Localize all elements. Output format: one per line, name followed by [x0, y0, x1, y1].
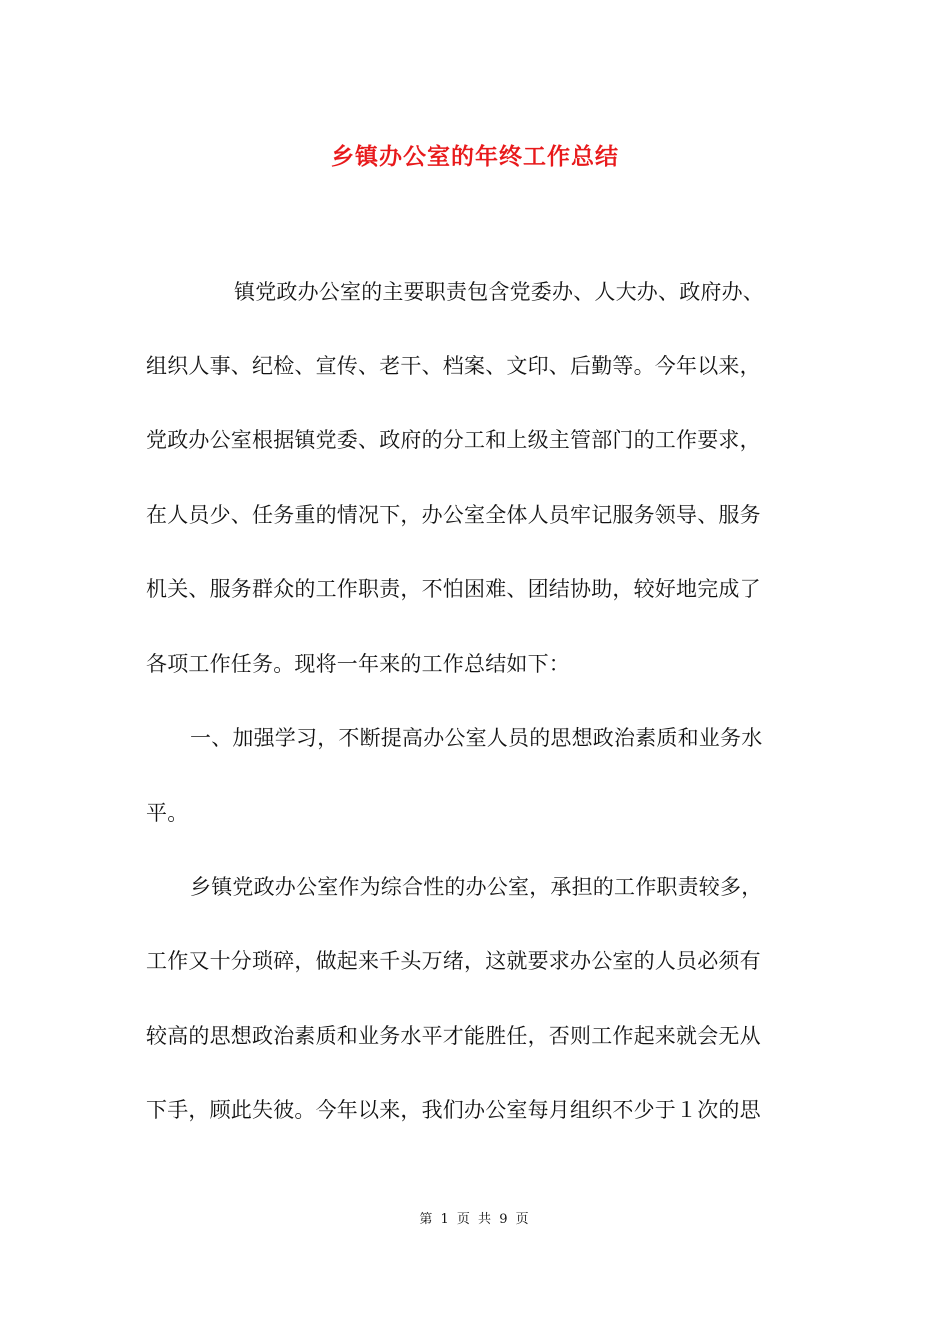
- section-heading-line: 一、加强学习，不断提高办公室人员的思想政治素质和业务水: [190, 726, 763, 750]
- paragraph-line: 下手，顾此失彼。今年以来，我们办公室每月组织不少于１次的思: [146, 1098, 761, 1122]
- section-heading-line: 平。: [146, 801, 189, 825]
- paragraph-line: 乡镇党政办公室作为综合性的办公室，承担的工作职责较多，: [190, 875, 763, 899]
- paragraph-line: 在人员少、任务重的情况下，办公室全体人员牢记服务领导、服务: [146, 503, 761, 527]
- paragraph-line: 机关、服务群众的工作职责，不怕困难、团结协助，较好地完成了: [146, 577, 761, 601]
- paragraph-line: 组织人事、纪检、宣传、老干、档案、文印、后勤等。今年以来，: [146, 354, 761, 378]
- paragraph-line: 各项工作任务。现将一年来的工作总结如下：: [146, 652, 570, 676]
- paragraph-line: 党政办公室根据镇党委、政府的分工和上级主管部门的工作要求，: [146, 428, 761, 452]
- paragraph-line: 镇党政办公室的主要职责包含党委办、人大办、政府办、: [234, 280, 764, 304]
- page-footer: 第 1 页 共 9 页: [419, 1212, 531, 1227]
- paragraph-line: 工作又十分琐碎，做起来千头万绪，这就要求办公室的人员必须有: [146, 949, 761, 973]
- paragraph-line: 较高的思想政治素质和业务水平才能胜任，否则工作起来就会无从: [146, 1024, 761, 1048]
- document-title: 乡镇办公室的年终工作总结: [331, 143, 619, 170]
